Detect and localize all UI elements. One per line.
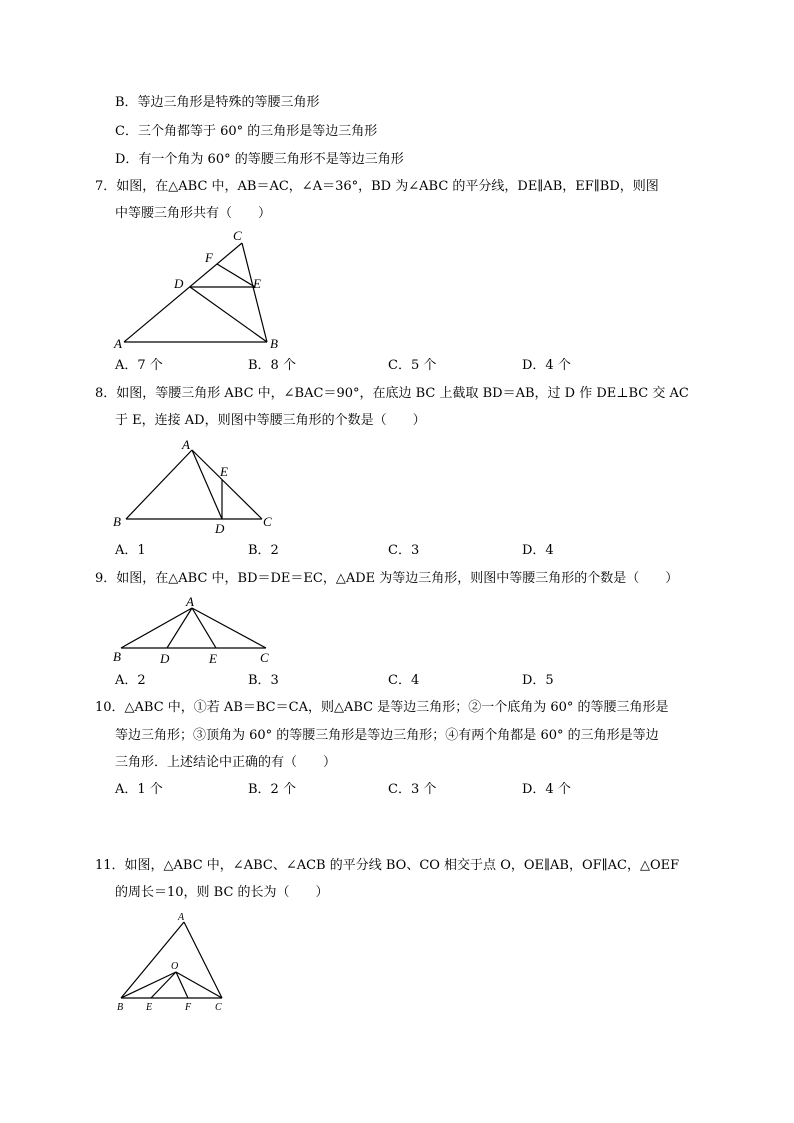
q11-label-c: C (215, 1002, 222, 1013)
q7-option-c[interactable]: C．5 个 (388, 358, 437, 373)
q11-segment-ab (121, 922, 184, 998)
q9-option-d[interactable]: D．5 (522, 673, 554, 688)
q9-option-c[interactable]: C．4 (388, 673, 420, 688)
q7-option-b[interactable]: B．8 个 (248, 358, 296, 373)
q10-stem-line3: 三角形．上述结论中正确的有（ ） (115, 755, 337, 770)
q11-segment-bo (121, 972, 176, 998)
q7-option-a[interactable]: A．7 个 (115, 358, 163, 373)
q6-option-c: C．三个角都等于 60° 的三角形是等边三角形 (115, 124, 378, 139)
q7-option-d[interactable]: D．4 个 (522, 358, 571, 373)
q11-label-b: B (117, 1002, 124, 1013)
q7-stem-line2: 中等腰三角形共有（ ） (115, 206, 272, 221)
q11-label-e: E (146, 1002, 153, 1013)
q11-segment-oe (151, 972, 176, 998)
q11-label-a: A (178, 912, 185, 923)
q10-stem-line1: 10．△ABC 中，①若 AB＝BC＝CA，则△ABC 是等边三角形；②一个底角为 60° 的等腰三角形是 (95, 700, 669, 715)
q11-stem-line1: 11．如图，△ABC 中，∠ABC、∠ACB 的平分线 BO、CO 相交于点 O，OE∥AB，OF∥AC，△OEF (95, 858, 680, 873)
q7-label-f: F (205, 250, 213, 265)
q7-label-d: D (174, 276, 184, 291)
q9-option-a[interactable]: A．2 (115, 673, 146, 688)
q10-option-d[interactable]: D．4 个 (522, 782, 571, 797)
q8-label-c: C (263, 514, 272, 529)
q7-label-e: E (253, 276, 261, 291)
q10-stem-line2: 等边三角形；③顶角为 60° 的等腰三角形是等边三角形；④有两个角都是 60° 的三角形是等边 (115, 728, 659, 743)
q6-option-d: D．有一个角为 60° 的等腰三角形不是等边三角形 (115, 152, 404, 167)
q8-stem-line2: 于 E，连接 AD，则图中等腰三角形的个数是（ ） (115, 413, 426, 428)
q9-label-c: C (260, 650, 269, 665)
q9-label-b: B (113, 649, 121, 664)
q8-option-d[interactable]: D．4 (522, 543, 554, 558)
q9-label-d: D (160, 651, 170, 666)
q9-stem-line1: 9．如图，在△ABC 中，BD＝DE＝EC，△ADE 为等边三角形，则图中等腰三角形的个数是（ ） (95, 571, 679, 586)
q7-label-c: C (233, 228, 242, 243)
q10-option-a[interactable]: A．1 个 (115, 782, 163, 797)
q9-option-b[interactable]: B．3 (248, 673, 279, 688)
q8-label-d: D (215, 521, 225, 536)
q7-label-a: A (114, 336, 122, 351)
q7-stem-line1: 7．如图，在△ABC 中，AB＝AC，∠A＝36°，BD 为∠ABC 的平分线，DE∥AB，EF∥BD，则图 (95, 179, 659, 194)
q8-label-b: B (113, 514, 121, 529)
q11-label-o: O (171, 961, 179, 972)
q10-option-c[interactable]: C．3 个 (388, 782, 437, 797)
q8-label-e: E (220, 464, 228, 479)
q11-stem-line2: 的周长＝10，则 BC 的长为（ ） (115, 885, 329, 900)
q10-option-b[interactable]: B．2 个 (248, 782, 296, 797)
q8-option-a[interactable]: A．1 (115, 543, 146, 558)
q8-label-a: A (182, 437, 190, 452)
q9-label-a: A (186, 594, 194, 609)
q8-option-c[interactable]: C．3 (388, 543, 420, 558)
q9-label-e: E (209, 651, 217, 666)
q8-stem-line1: 8．如图，等腰三角形 ABC 中，∠BAC＝90°，在底边 BC 上截取 BD＝AB，过 D 作 DE⊥BC 交 AC (95, 386, 689, 401)
q11-label-f: F (185, 1002, 192, 1013)
q6-option-b: B．等边三角形是特殊的等腰三角形 (115, 95, 320, 110)
q7-label-b: B (270, 336, 278, 351)
q8-option-b[interactable]: B．2 (248, 543, 279, 558)
